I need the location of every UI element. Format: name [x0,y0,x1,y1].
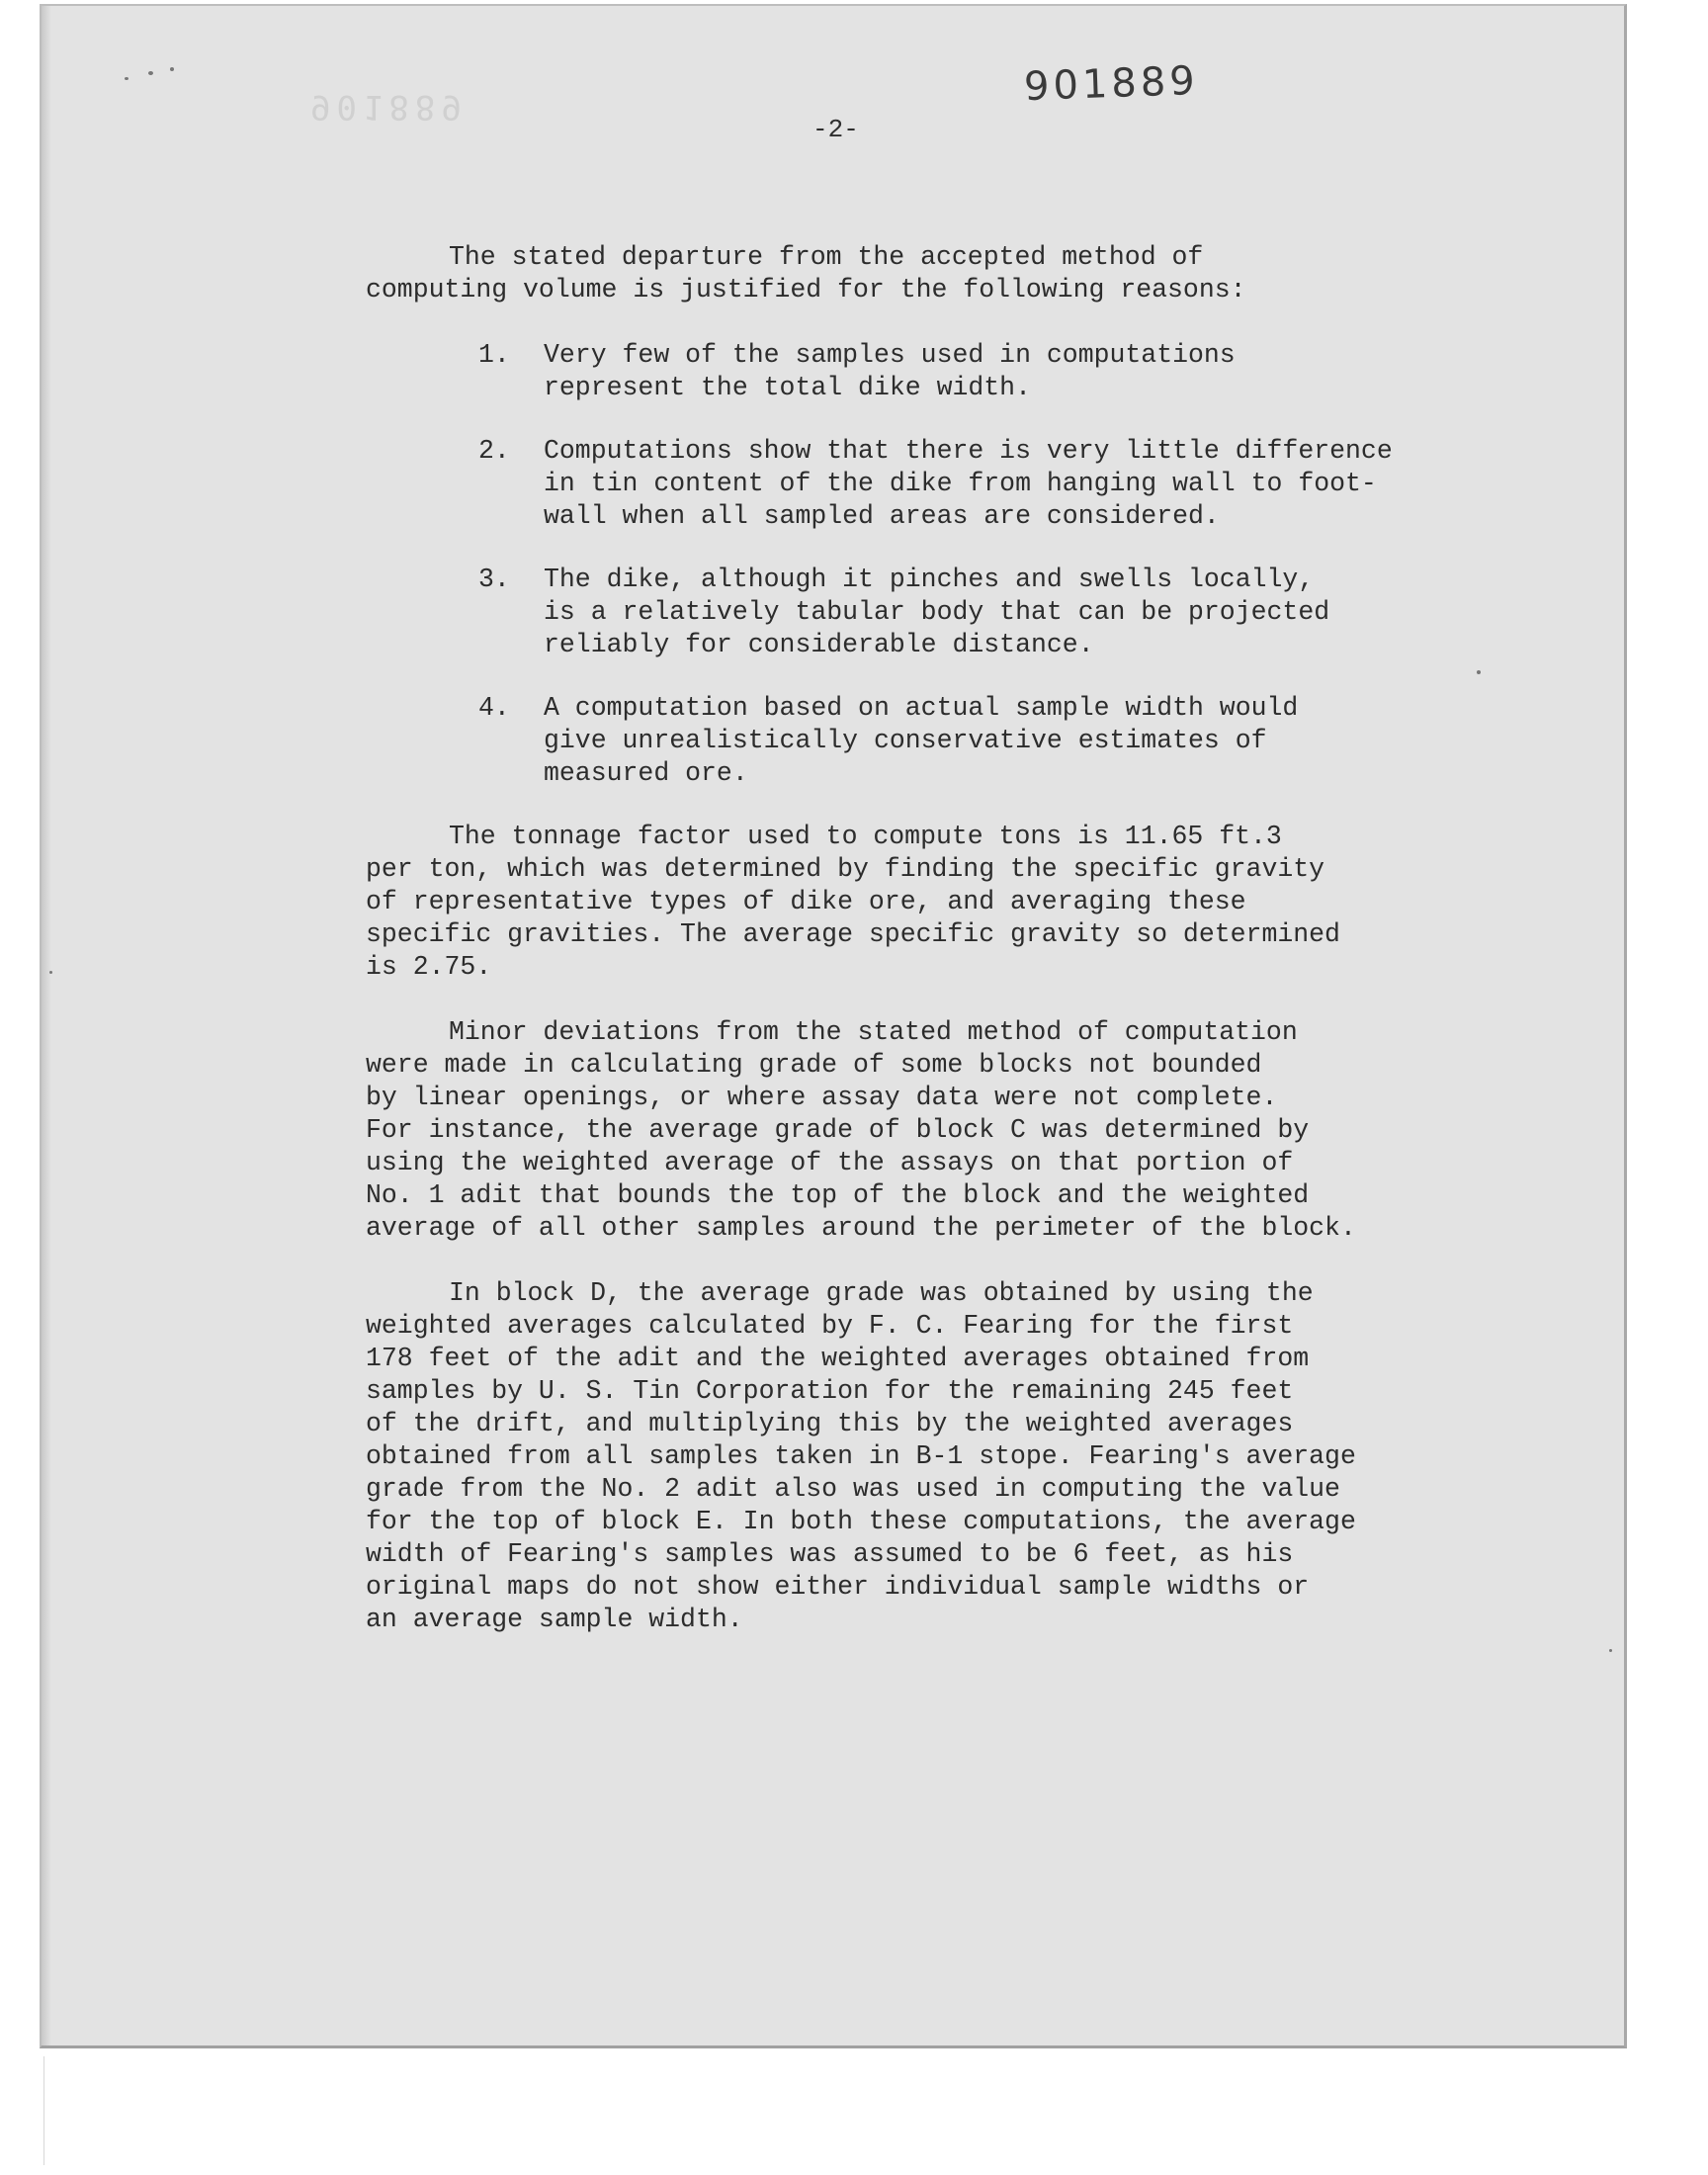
list-item [366,435,1453,533]
scan-speck [1477,670,1481,674]
document-number: 901889 [1023,57,1200,111]
document-body [366,241,1453,1669]
list-item-text: Very few of the samples used in computations represent the total dike width. [544,340,1236,402]
list-item-number: 2. [478,436,510,466]
deviations-paragraph: Minor deviations from the stated method of computation were made in calculating grade of some blocks not bounded by linear openings, or where assay data were not complete. For instance, the average grade of block C was determined by using the weighted average of the assays on that portion of No. 1 adit that bounds the top of the block and the weighted average of all other samples around the perimeter of the block. [366,1017,1356,1243]
scan-speck [1609,1649,1612,1652]
scan-artifact-line [43,2056,44,2165]
list-item-text: Computations show that there is very little difference in tin content of the dike from hanging wall to foot- wall when all sampled areas are considered. [544,436,1393,531]
list-item-text: The dike, although it pinches and swells locally, is a relatively tabular body that can be projected reliably for considerable distance. [544,565,1330,659]
reasons-list [366,339,1453,790]
list-item-number: 4. [478,693,510,723]
scan-speck [49,971,52,974]
list-item-number: 3. [478,565,510,594]
tonnage-paragraph: The tonnage factor used to compute tons is 11.65 ft.3 per ton, which was determined by finding the specific gravity of representative types of dike ore, and averaging these specific gravities. The average specific gravity so determined is 2.75. [366,822,1340,982]
scan-speck [148,71,153,75]
list-item [366,564,1453,661]
intro-paragraph: The stated departure from the accepted method of computing volume is justified for the following reasons: [366,242,1246,304]
list-item-text: A computation based on actual sample width would give unrealistically conservative estimates of measured ore. [544,693,1299,788]
scan-speck [125,77,128,80]
scan-speck [170,67,174,71]
list-item-number: 1. [478,340,510,370]
list-item [366,339,1453,404]
page-number: -2- [812,115,859,144]
block-d-paragraph: In block D, the average grade was obtained by using the weighted averages calculated by F. C. Fearing for the first 178 feet of the adit and the weighted averages obtained from samples by U. S. Tin Corporation for the remaining 245 feet of the drift, and multiplying this by the weighted averages obtained from all samples taken in B-1 stope. Fearing's average grade from the No. 2 adit also was used in computing the value for the top of block E. In both these computations, the average width of Fearing's samples was assumed to be 6 feet, as his original maps do not show either individual sample widths or an average sample width. [366,1278,1356,1634]
bleed-through-number: 901889 [310,87,468,127]
page-edge-shadow [42,6,51,2045]
list-item [366,692,1453,790]
